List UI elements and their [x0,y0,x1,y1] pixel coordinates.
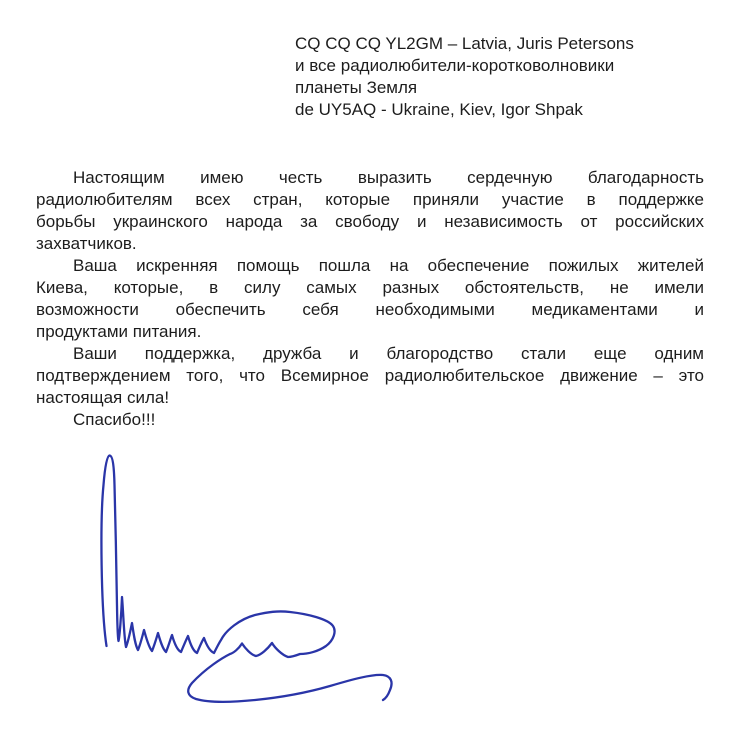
paragraph [36,343,704,409]
header-line-planet: планеты Земля [295,78,418,97]
paragraph-line: Ваши поддержка, дружба и благородство стали еще одним [73,344,704,363]
paragraph-line: настоящая сила! [36,388,170,407]
paragraph-line: Киева, которые, в силу самых разных обстоятельств, не имели [36,278,704,297]
paragraph-line: захватчиков. [36,234,137,253]
header-line-addressees: и все радиолюбители-коротковолновики [295,56,615,75]
paragraph [36,409,704,431]
paragraph [36,167,704,255]
paragraph-line: подтверждением того, что Всемирное радиолюбительское движение – это [36,366,704,385]
paragraph-line: борьбы украинского народа за свободу и независимость от российских [36,212,704,231]
letter-header [295,33,725,121]
paragraph [36,255,704,343]
header-line-callsign: CQ CQ CQ YL2GM – Latvia, Juris Petersons [295,34,634,53]
signature-stroke [101,456,391,702]
header-line-sender: de UY5AQ - Ukraine, Kiev, Igor Shpak [295,100,583,119]
paragraph-line: возможности обеспечить себя необходимыми медикаментами и [36,300,704,319]
paragraph-line: Ваша искренняя помощь пошла на обеспечение пожилых жителей [73,256,704,275]
letter-body [36,167,704,431]
paragraph-line: радиолюбителям всех стран, которые приняли участие в поддержке [36,190,704,209]
handwritten-signature [90,443,400,715]
paragraph-line: продуктами питания. [36,322,202,341]
paragraph-line: Настоящим имею честь выразить сердечную благодарность [73,168,704,187]
paragraph-line: Спасибо!!! [73,410,156,429]
